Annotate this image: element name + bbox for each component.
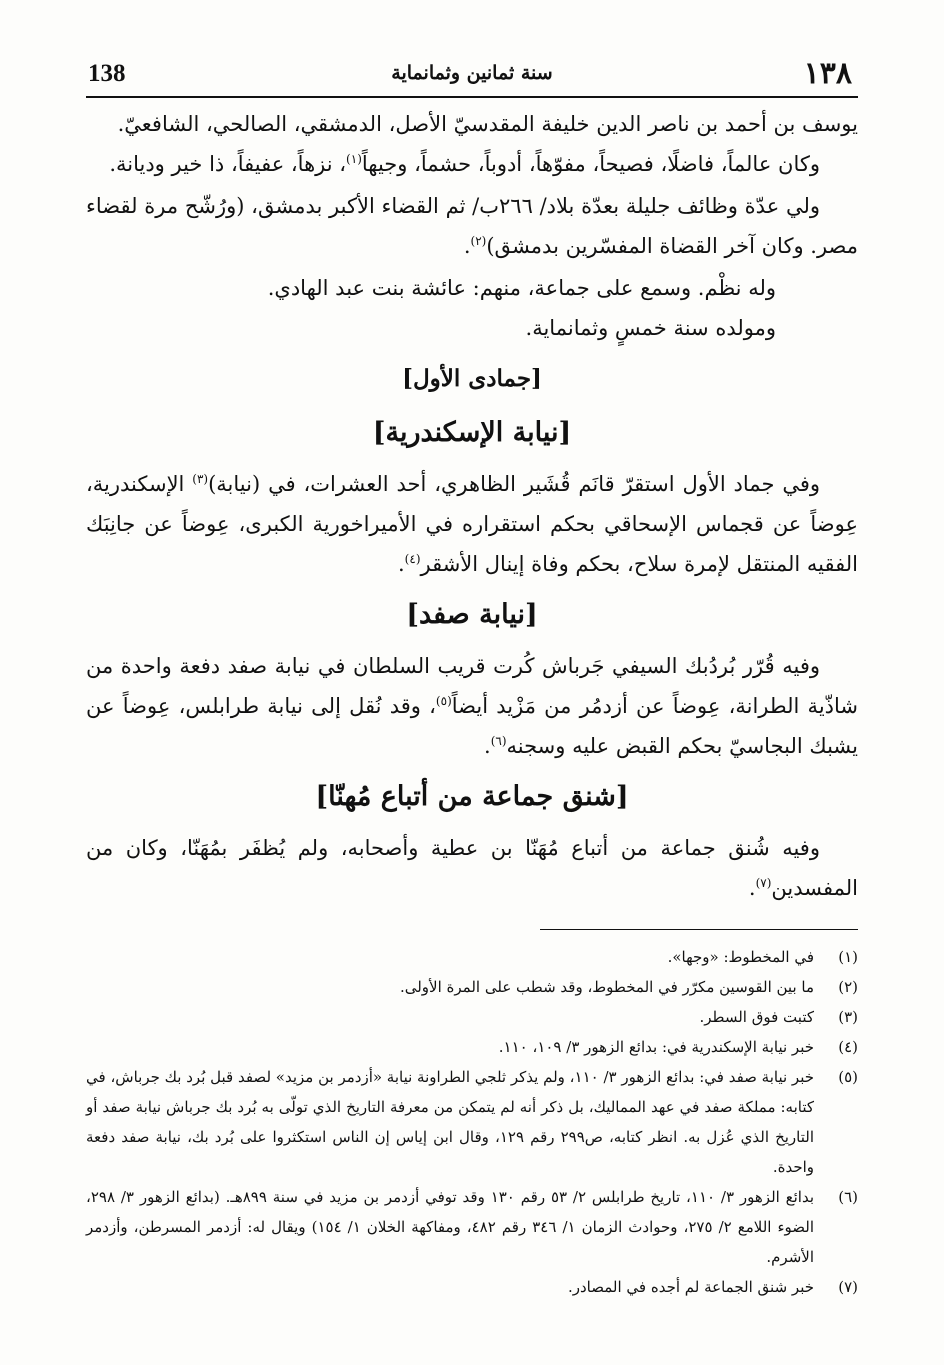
footnote-ref: (٧) [755, 876, 772, 890]
page-number-arabic: ١٣٨ [803, 56, 852, 91]
footnote-text: خبر نيابة صفد في: بدائع الزهور ٣/ ١١٠، ولم يذكر ثلجي الطراونة نيابة «أزدمر بن مزيد» لصفد قبل بُرد بك جرباش، في كتابه: مملكة صفد في عهد المماليك، بل ذكر أنه لم يتمكن من معرفة التاريخ الذي تولّى به بُرد بك جرباش نيابة صفد أو التاريخ الذي عُزل به. انظر كتابه، ص٢٩٩ رقم ١٢٩، وقال ابن إياس إن الناس استكثروا على بُرد بك، نيابة صفد دفعة واحدة. [86, 1068, 814, 1176]
footnotes [86, 942, 858, 1302]
paragraph-text: . [484, 734, 491, 758]
footnote-ref: (٦) [490, 734, 507, 748]
paragraph [86, 646, 858, 766]
footnote [86, 1272, 858, 1302]
footnote [86, 1062, 858, 1182]
footnote-number: (٢) [838, 978, 858, 996]
paragraph [86, 308, 858, 348]
footnote-text: خبر شنق الجماعة لم أجده في المصادر. [567, 1278, 814, 1296]
page-number-latin: 138 [88, 60, 126, 87]
paragraph-text: . [748, 876, 756, 900]
page-header [86, 52, 858, 96]
main-text [86, 104, 858, 908]
paragraph-text: وفي جماد الأول استقرّ قانَم قُشَير الظاهري، أحد العشرات، في (نيابة) [208, 472, 820, 496]
section-heading: [نيابة الإسكندرية] [372, 417, 572, 448]
paragraph-text: . [397, 552, 405, 576]
footnote-number: (٥) [838, 1068, 858, 1086]
footnote-ref: (٤) [404, 552, 421, 566]
header-rule [86, 96, 858, 98]
paragraph-text: ، نزهاً، عفيفاً، ذا خير وديانة. [109, 152, 347, 176]
footnote [86, 972, 858, 1002]
footnote [86, 942, 858, 972]
footnote-ref: (٥) [435, 694, 452, 708]
footnote-ref: (١) [346, 152, 362, 166]
footnote-text: ما بين القوسين مكرّر في المخطوط، وقد شطب على المرة الأولى. [399, 978, 814, 996]
footnote-number: (٦) [838, 1188, 858, 1206]
paragraph [86, 464, 858, 584]
footnote-number: (١) [838, 948, 858, 966]
paragraph-text: ولي عدّة وظائف جليلة بعدّة بلاد/ ٢٦٦ب/ ثم القضاء الأكبر بدمشق، (ورُشّح مرة لقضاء مصر. وكان آخر القضاة المفسّرين بدمشق) [86, 194, 858, 258]
paragraph-text: وفيه قُرّر بُردُبك السيفي جَرباش كُرت قريب السلطان في نيابة صفد دفعة واحدة من شاذّية الطرانة، عِوضاً عن أزدمُر من مَزْيد أيضاً [86, 654, 859, 718]
paragraph [86, 104, 858, 144]
footnote-rule [540, 929, 858, 930]
paragraph [86, 186, 858, 266]
paragraph-text: . [463, 234, 471, 258]
paragraph-text: وفيه شُنق جماعة من أتباع مُهَنّا بن عطية وأصحابه، ولم يُظفَر بمُهَنّا، وكان من المفسدين [86, 836, 858, 900]
footnote-text: خبر نيابة الإسكندرية في: بدائع الزهور ٣/ ١٠٩، ١١٠. [498, 1038, 814, 1056]
footnote-text: في المخطوط: «وجها». [667, 948, 814, 966]
footnote [86, 1182, 858, 1272]
paragraph-text: الإسكندرية، عِوضاً عن قجماس الإسحاقي بحكم استقراره في الأميراخورية الكبرى، عِوضاً عن جانِبَك الفقيه المنتقل لإمرة سلاح، بحكم وفاة إينال الأشقر [86, 472, 858, 576]
footnote-number: (٤) [838, 1038, 858, 1056]
section-heading: [شنق جماعة من أتباع مُهنّا] [315, 781, 629, 812]
paragraph [86, 144, 858, 184]
footnote-ref: (٣) [192, 472, 209, 486]
footnote-number: (٣) [838, 1008, 858, 1026]
footnote [86, 1002, 858, 1032]
footnote-ref: (٢) [470, 234, 487, 248]
paragraph-text: ومولده سنة خمسٍ وثمانماية. [525, 316, 776, 340]
footnote-number: (٧) [838, 1278, 858, 1296]
running-title: سنة ثمانين وثمانماية [391, 62, 553, 84]
paragraph-text: يوسف بن أحمد بن ناصر الدين خليفة المقدسيّ الأصل، الدمشقي، الصالحي، الشافعيّ. [117, 112, 858, 136]
footnote [86, 1032, 858, 1062]
paragraph-text: وكان عالماً، فاضلًا، فصيحاً، مفوّهاً، أدوباً، حشماً، وجيهاً [361, 152, 820, 176]
section-heading: [نيابة صفد] [406, 599, 538, 630]
paragraph [86, 268, 858, 308]
paragraph-text: وله نظْم. وسمع على جماعة، منهم: عائشة بنت عبد الهادي. [267, 276, 776, 300]
footnote-text: بدائع الزهور ٣/ ١١٠، تاريخ طرابلس ٢/ ٥٣ رقم ١٣٠ وقد توفي أزدمر بن مزيد في سنة ٨٩٩هـ. (بدائع الزهور ٣/ ٢٩٨، الضوء اللامع ٢/ ٢٧٥، وحوادث الزمان ١/ ٣٤٦ رقم ٤٨٢، ومفاكهة الخلان ١/ ١٥٤) ويقال له: أزدمر المسرطن، وأزدمر الأشرم. [86, 1188, 815, 1266]
paragraph [86, 828, 858, 908]
paragraph-text: ، وقد نُقل إلى نيابة طرابلس، عِوضاً عن يشبك البجاسيّ بحكم القبض عليه وسجنه [86, 694, 858, 758]
section-heading: [جمادى الأول] [402, 365, 542, 392]
footnote-text: كتبت فوق السطر. [699, 1008, 814, 1026]
